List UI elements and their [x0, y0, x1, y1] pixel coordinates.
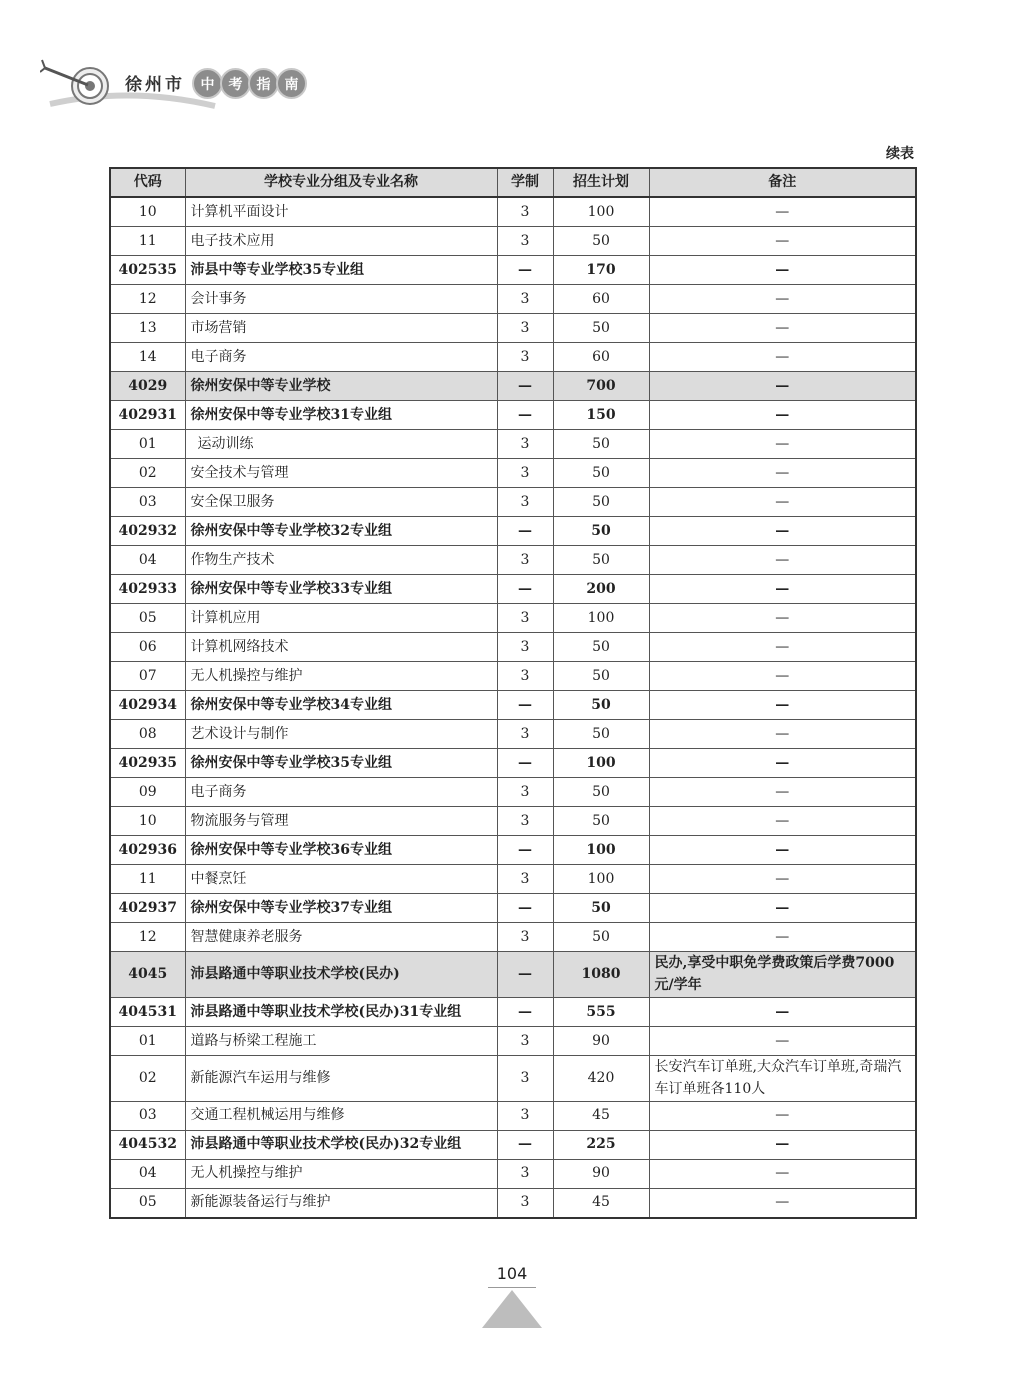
table-row [110, 865, 916, 894]
cell-note: — [649, 1130, 916, 1159]
cell-name: 沛县路通中等职业技术学校(民办)32专业组 [185, 1130, 497, 1159]
table-row [110, 952, 916, 998]
cell-name: 徐州安保中等专业学校35专业组 [185, 749, 497, 778]
cell-plan: 50 [553, 227, 649, 256]
cell-years: 3 [497, 778, 553, 807]
table-row [110, 1159, 916, 1188]
cell-years: — [497, 691, 553, 720]
cell-name: 徐州安保中等专业学校34专业组 [185, 691, 497, 720]
cell-plan: 45 [553, 1188, 649, 1218]
cell-code: 08 [110, 720, 185, 749]
cell-code: 402934 [110, 691, 185, 720]
cell-plan: 50 [553, 430, 649, 459]
cell-years: 3 [497, 604, 553, 633]
cell-note: — [649, 372, 916, 401]
continued-label: 续表 [886, 146, 914, 162]
cell-name: 徐州安保中等专业学校32专业组 [185, 517, 497, 546]
table-row [110, 285, 916, 314]
cell-name: 作物生产技术 [185, 546, 497, 575]
cell-plan: 150 [553, 401, 649, 430]
cell-name: 计算机平面设计 [185, 197, 497, 227]
cell-years: — [497, 372, 553, 401]
cell-plan: 50 [553, 517, 649, 546]
guide-char: 考 [220, 68, 251, 99]
cell-name: 艺术设计与制作 [185, 720, 497, 749]
cell-years: 3 [497, 633, 553, 662]
cell-code: 402932 [110, 517, 185, 546]
cell-years: — [497, 894, 553, 923]
cell-years: 3 [497, 1159, 553, 1188]
header-guide-title [192, 68, 304, 99]
table-row [110, 372, 916, 401]
cell-note: — [649, 749, 916, 778]
cell-years: 3 [497, 459, 553, 488]
cell-name: 电子商务 [185, 778, 497, 807]
cell-years: 3 [497, 1188, 553, 1218]
col-header-years: 学制 [497, 168, 553, 197]
cell-plan: 100 [553, 749, 649, 778]
cell-years: 3 [497, 227, 553, 256]
cell-code: 01 [110, 1026, 185, 1055]
cell-plan: 45 [553, 1101, 649, 1130]
cell-code: 05 [110, 1188, 185, 1218]
cell-note: — [649, 807, 916, 836]
table-row [110, 662, 916, 691]
table-row [110, 807, 916, 836]
cell-note: — [649, 1159, 916, 1188]
cell-plan: 50 [553, 459, 649, 488]
cell-name: 会计事务 [185, 285, 497, 314]
cell-plan: 170 [553, 256, 649, 285]
cell-plan: 50 [553, 923, 649, 952]
cell-code: 12 [110, 285, 185, 314]
cell-note: — [649, 633, 916, 662]
table-header-row [110, 168, 916, 197]
cell-plan: 50 [553, 778, 649, 807]
cell-name: 计算机应用 [185, 604, 497, 633]
cell-plan: 50 [553, 691, 649, 720]
cell-years: 3 [497, 488, 553, 517]
cell-name: 电子商务 [185, 343, 497, 372]
cell-note: — [649, 401, 916, 430]
cell-plan: 50 [553, 894, 649, 923]
cell-note: — [649, 778, 916, 807]
cell-note: — [649, 923, 916, 952]
cell-note: 长安汽车订单班,大众汽车订单班,奇瑞汽车订单班各110人 [649, 1055, 916, 1101]
table-row [110, 401, 916, 430]
cell-code: 11 [110, 227, 185, 256]
cell-note: — [649, 1188, 916, 1218]
page-header [40, 56, 360, 126]
cell-name: 徐州安保中等专业学校 [185, 372, 497, 401]
cell-plan: 225 [553, 1130, 649, 1159]
cell-code: 11 [110, 865, 185, 894]
enrollment-table [109, 167, 917, 1219]
table-row [110, 1101, 916, 1130]
cell-code: 4045 [110, 952, 185, 998]
cell-name: 沛县中等专业学校35专业组 [185, 256, 497, 285]
table-row [110, 778, 916, 807]
cell-years: 3 [497, 546, 553, 575]
cell-name: 无人机操控与维护 [185, 662, 497, 691]
cell-years: 3 [497, 314, 553, 343]
table-row [110, 314, 916, 343]
cell-note: — [649, 997, 916, 1026]
guide-char: 中 [192, 68, 223, 99]
cell-years: 3 [497, 865, 553, 894]
cell-plan: 50 [553, 488, 649, 517]
cell-code: 03 [110, 1101, 185, 1130]
cell-code: 12 [110, 923, 185, 952]
cell-years: — [497, 1130, 553, 1159]
cell-plan: 1080 [553, 952, 649, 998]
cell-note: — [649, 836, 916, 865]
header-city: 徐州市 [125, 75, 185, 95]
col-header-code: 代码 [110, 168, 185, 197]
table-row [110, 633, 916, 662]
table-row [110, 1026, 916, 1055]
cell-plan: 100 [553, 604, 649, 633]
cell-note: — [649, 488, 916, 517]
cell-note: — [649, 197, 916, 227]
cell-years: — [497, 749, 553, 778]
cell-code: 402931 [110, 401, 185, 430]
table-row [110, 997, 916, 1026]
table-row [110, 430, 916, 459]
cell-years: 3 [497, 720, 553, 749]
cell-code: 13 [110, 314, 185, 343]
table-row [110, 836, 916, 865]
cell-note: — [649, 691, 916, 720]
cell-name: 徐州安保中等专业学校33专业组 [185, 575, 497, 604]
cell-years: 3 [497, 430, 553, 459]
cell-plan: 100 [553, 865, 649, 894]
cell-note: — [649, 256, 916, 285]
cell-code: 402933 [110, 575, 185, 604]
cell-note: 民办,享受中职免学费政策后学费7000元/学年 [649, 952, 916, 998]
cell-years: 3 [497, 197, 553, 227]
cell-code: 03 [110, 488, 185, 517]
cell-code: 402937 [110, 894, 185, 923]
cell-code: 404532 [110, 1130, 185, 1159]
col-header-note: 备注 [649, 168, 916, 197]
cell-name: 电子技术应用 [185, 227, 497, 256]
cell-plan: 100 [553, 836, 649, 865]
cell-note: — [649, 894, 916, 923]
cell-name: 徐州安保中等专业学校37专业组 [185, 894, 497, 923]
cell-code: 06 [110, 633, 185, 662]
cell-code: 02 [110, 459, 185, 488]
cell-years: 3 [497, 923, 553, 952]
table-row [110, 575, 916, 604]
table-row [110, 343, 916, 372]
cell-plan: 90 [553, 1026, 649, 1055]
cell-years: 3 [497, 1055, 553, 1101]
cell-name: 徐州安保中等专业学校31专业组 [185, 401, 497, 430]
cell-name: 徐州安保中等专业学校36专业组 [185, 836, 497, 865]
cell-note: — [649, 314, 916, 343]
guide-char: 南 [276, 68, 307, 99]
cell-name: 沛县路通中等职业技术学校(民办) [185, 952, 497, 998]
cell-years: 3 [497, 1026, 553, 1055]
cell-note: — [649, 720, 916, 749]
cell-name: 无人机操控与维护 [185, 1159, 497, 1188]
cell-plan: 700 [553, 372, 649, 401]
table-row [110, 256, 916, 285]
cell-note: — [649, 459, 916, 488]
table-row [110, 894, 916, 923]
cell-name: 智慧健康养老服务 [185, 923, 497, 952]
table-row [110, 197, 916, 227]
cell-plan: 50 [553, 720, 649, 749]
page-number: 104 [496, 1264, 528, 1283]
col-header-plan: 招生计划 [553, 168, 649, 197]
cell-code: 04 [110, 1159, 185, 1188]
table-row [110, 488, 916, 517]
cell-code: 09 [110, 778, 185, 807]
cell-note: — [649, 227, 916, 256]
cell-plan: 50 [553, 662, 649, 691]
cell-note: — [649, 430, 916, 459]
cell-code: 4029 [110, 372, 185, 401]
cell-note: — [649, 662, 916, 691]
cell-name: 物流服务与管理 [185, 807, 497, 836]
cell-note: — [649, 517, 916, 546]
cell-code: 402935 [110, 749, 185, 778]
cell-note: — [649, 285, 916, 314]
table-row [110, 1188, 916, 1218]
cell-name: 运动训练 [185, 430, 497, 459]
cell-note: — [649, 604, 916, 633]
cell-code: 402535 [110, 256, 185, 285]
cell-plan: 100 [553, 197, 649, 227]
cell-note: — [649, 1026, 916, 1055]
cell-name: 安全保卫服务 [185, 488, 497, 517]
table-row [110, 517, 916, 546]
cell-name: 安全技术与管理 [185, 459, 497, 488]
cell-years: — [497, 575, 553, 604]
table-row [110, 720, 916, 749]
table-row [110, 1130, 916, 1159]
cell-years: — [497, 952, 553, 998]
cell-name: 新能源汽车运用与维修 [185, 1055, 497, 1101]
cell-code: 10 [110, 197, 185, 227]
col-header-name: 学校专业分组及专业名称 [185, 168, 497, 197]
table-row [110, 604, 916, 633]
cell-years: — [497, 517, 553, 546]
table-row [110, 749, 916, 778]
cell-code: 14 [110, 343, 185, 372]
cell-years: 3 [497, 662, 553, 691]
cell-code: 01 [110, 430, 185, 459]
cell-plan: 420 [553, 1055, 649, 1101]
cell-plan: 50 [553, 633, 649, 662]
cell-name: 中餐烹饪 [185, 865, 497, 894]
cell-note: — [649, 343, 916, 372]
guide-char: 指 [248, 68, 279, 99]
cell-code: 04 [110, 546, 185, 575]
table-row [110, 546, 916, 575]
cell-code: 02 [110, 1055, 185, 1101]
cell-name: 计算机网络技术 [185, 633, 497, 662]
table-row [110, 691, 916, 720]
cell-plan: 50 [553, 807, 649, 836]
cell-name: 沛县路通中等职业技术学校(民办)31专业组 [185, 997, 497, 1026]
table-body [110, 197, 916, 1218]
cell-years: — [497, 256, 553, 285]
table-row [110, 459, 916, 488]
table-row [110, 227, 916, 256]
cell-plan: 200 [553, 575, 649, 604]
cell-plan: 60 [553, 343, 649, 372]
cell-years: 3 [497, 807, 553, 836]
cell-name: 新能源装备运行与维护 [185, 1188, 497, 1218]
cell-code: 07 [110, 662, 185, 691]
page-number-rule [488, 1287, 536, 1288]
cell-years: 3 [497, 343, 553, 372]
cell-years: — [497, 836, 553, 865]
cell-code: 402936 [110, 836, 185, 865]
cell-code: 404531 [110, 997, 185, 1026]
table-row [110, 923, 916, 952]
triangle-icon [482, 1290, 542, 1328]
cell-plan: 555 [553, 997, 649, 1026]
cell-name: 交通工程机械运用与维修 [185, 1101, 497, 1130]
cell-years: — [497, 997, 553, 1026]
table-row [110, 1055, 916, 1101]
cell-note: — [649, 1101, 916, 1130]
cell-name: 市场营销 [185, 314, 497, 343]
cell-name: 道路与桥梁工程施工 [185, 1026, 497, 1055]
cell-note: — [649, 865, 916, 894]
cell-plan: 50 [553, 314, 649, 343]
cell-code: 05 [110, 604, 185, 633]
cell-plan: 50 [553, 546, 649, 575]
cell-note: — [649, 575, 916, 604]
cell-code: 10 [110, 807, 185, 836]
cell-years: 3 [497, 285, 553, 314]
cell-years: — [497, 401, 553, 430]
cell-note: — [649, 546, 916, 575]
cell-plan: 90 [553, 1159, 649, 1188]
cell-years: 3 [497, 1101, 553, 1130]
cell-plan: 60 [553, 285, 649, 314]
